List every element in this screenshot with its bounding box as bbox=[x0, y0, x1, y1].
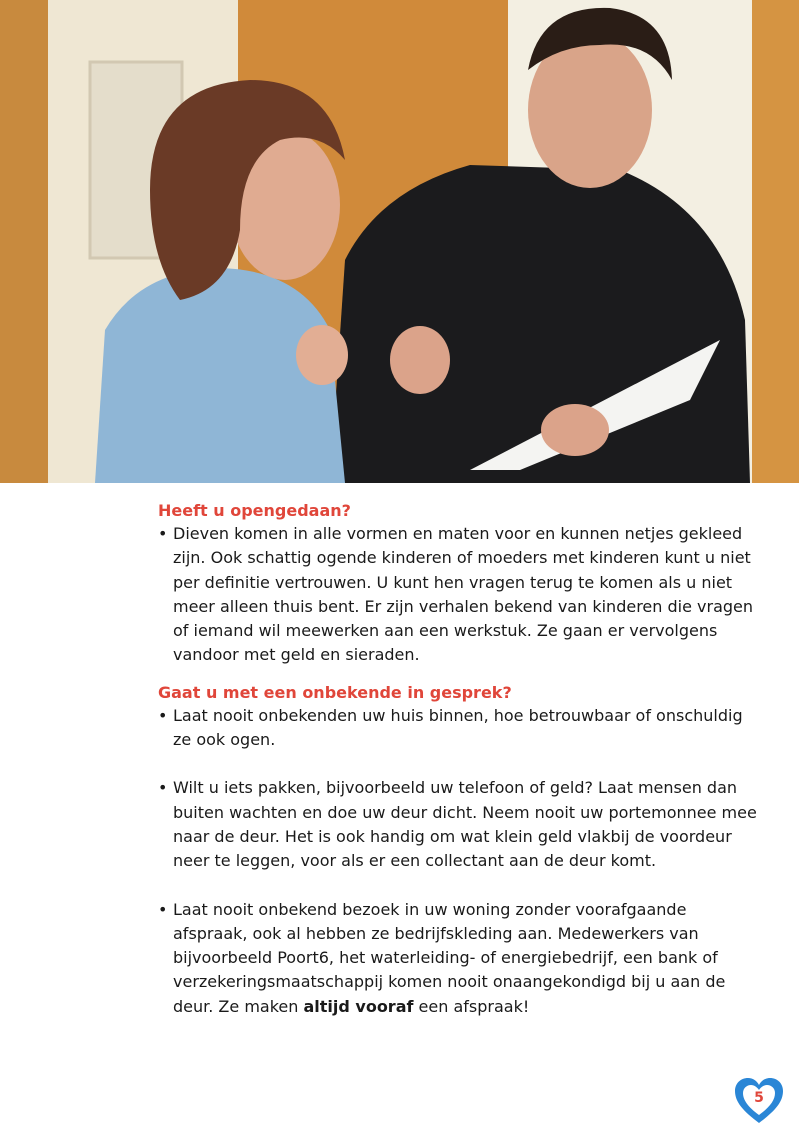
page-number: 5 bbox=[754, 1090, 764, 1106]
article-body bbox=[158, 500, 758, 1019]
page-number-badge bbox=[733, 1075, 785, 1127]
bullet-item: • Dieven komen in alle vormen en maten voor en kunnen netjes gekleed zijn. Ook schattig ogende kinderen of moeders met kinderen kunt u niet per definitie vertrouwen. U kunt hen vragen terug te komen als u niet meer alleen thuis bent. Er zijn verhalen bekend van kinderen die vragen of iemand wil meewerken aan een werkstuk. Ze gaan er vervolgens vandoor met geld en sieraden. bbox=[158, 522, 758, 668]
section-opened-door bbox=[158, 500, 758, 668]
section-conversation bbox=[158, 682, 758, 1019]
bullet-emphasis: altijd vooraf bbox=[303, 996, 414, 1016]
section-heading: Gaat u met een onbekende in gesprek? bbox=[158, 682, 512, 702]
bullet-text: Laat nooit onbekend bezoek in uw woning zonder voorafgaande afspraak, ook al hebben ze bedrijfskleding aan. Medewerkers van bijvoorbeeld Poort6, het waterleiding- of energiebedrijf, een bank of verzekeringsmaatschappij komen nooit onaangekondigd bij u aan de deur. Ze maken bbox=[173, 899, 726, 1016]
bullet-item: • Wilt u iets pakken, bijvoorbeeld uw telefoon of geld? Laat mensen dan buiten wachten en doe uw deur dicht. Neem nooit uw portemonnee mee naar de deur. Het is ook handig om wat klein geld vlakbij de voordeur neer te leggen, voor als er een collectant aan de deur komt. bbox=[158, 776, 758, 873]
bullet-text-end: een afspraak! bbox=[413, 996, 530, 1016]
bullet-item bbox=[158, 898, 758, 1019]
bullet-item: • Laat nooit onbekenden uw huis binnen, hoe betrouwbaar of onschuldig ze ook ogen. bbox=[158, 704, 758, 753]
cover-photo bbox=[0, 0, 799, 483]
section-heading: Heeft u opengedaan? bbox=[158, 501, 351, 520]
photo-illustration bbox=[0, 0, 799, 483]
